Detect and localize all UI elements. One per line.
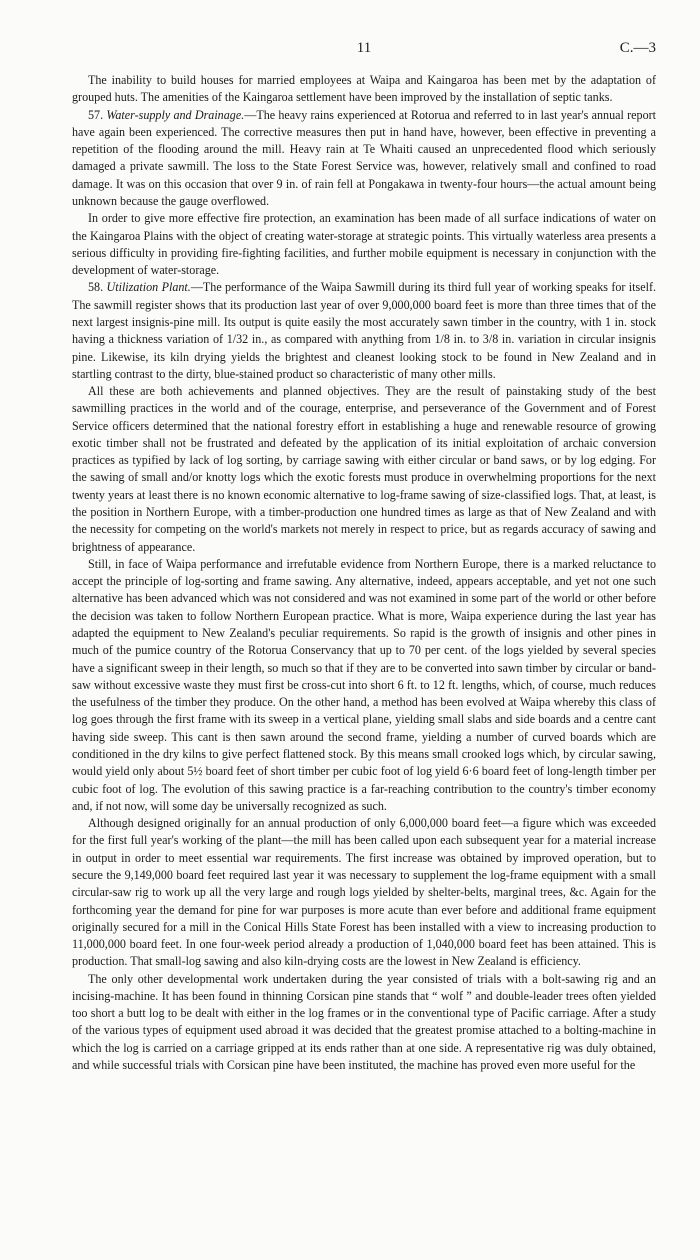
series-code: C.—3 bbox=[619, 40, 656, 56]
page-number: 11 bbox=[356, 40, 372, 56]
section-number: 57. bbox=[88, 107, 104, 122]
section-title: Water-supply and Drainage. bbox=[106, 107, 245, 122]
section-title: Utilization Plant. bbox=[106, 280, 191, 295]
paragraph-housing: The inability to build houses for married employees at Waipa and Kaingaroa has been met by the adaptation of grouped huts. The amenities of the Kaingaroa settlement have been improved by the installation of septic tanks. bbox=[72, 73, 656, 105]
body-text bbox=[72, 72, 656, 1074]
paragraph-water-supply: 57. Water-supply and Drainage.—The heavy rains experienced at Rotorua and referred to in last year's annual report have again been experienced. The corrective measures then put in hand have, however, been effective in preventing a repetition of the flooding around the mill. Heavy rain at Te Whaiti caused an unprecedented flood which seriously damaged a private sawmill. The loss to the State Forest Service was, however, relatively small and confined to road damage. It was on this occasion that over 9 in. of rain fell at Pongakawa in twenty-four hours—the actual amount being unknown because the gauge overflowed. bbox=[72, 107, 657, 208]
paragraph-developmental-work: The only other developmental work undertaken during the year consisted of trials with a bolt-sawing rig and an incising-machine. It has been found in thinning Corsican pine stands that “ wolf ” and double-leader trees often yielded too short a butt log to be dealt with either in the log frames or in the conventional type of Pacific carriage. After a study of the various types of equipment used abroad it was decided that the greatest promise attached to a bolting-machine in which the log is carried on a carriage gripped at its ends rather than at one side. A representative rig was duly obtained, and while successful trials with Corsican pine have been instituted, the machine has proved even more useful for the bbox=[72, 971, 656, 1073]
paragraph-production-increase: Although designed originally for an annual production of only 6,000,000 board feet—a figure which was exceeded for the first full year's working of the plant—the mill has been called upon each subsequent year for a material increase in output in order to meet essential war requirements. The first increase was obtained by improved operation, but to secure the 9,149,000 board feet required last year it was necessary to supplement the log-frame equipment with a small circular-saw rig to work up all the very large and rough logs yielded by shelter-belts, marginal trees, &c. Again for the forthcoming year the demand for pine for war purposes is more acute than ever before and additional frame equipment originally secured for a mill in the Conical Hills State Forest has been installed with a view to increasing production to 11,000,000 board feet. In one four-week period already a production of 1,040,000 board feet has been attained. This is production. That small-log sawing and also kiln-drying costs are the lowest in New Zealand is efficiency. bbox=[72, 816, 656, 969]
paragraph-achievements: All these are both achievements and planned objectives. They are the result of painstaking study of the best sawmilling practices in the world and of the courage, enterprise, and perseverance of the Government and of Forest Service officers determined that the national forestry effort in establishing a huge and renewable resource of growing exotic timber shall not be frustrated and defeated by the application of its initial exploitation of archaic conversion practices as typified by lack of log sorting, by carriage sawing with either circular or band saws, or by log edging. For the sawing of small and/or knotty logs which the exotic forests must produce in overwhelming proportions for the next twenty years at least there is no known economic alternative to log-frame sawing of size-classified logs. That, at least, is the position in Northern Europe, with a timber-production one hundred times as large as that of New Zealand and with the necessity for competing on the world's markets not merely in respect to price, but as regards accuracy of sawing and brightness of appearance. bbox=[72, 384, 656, 554]
page-header bbox=[72, 40, 656, 64]
paragraph-fire-protection: In order to give more effective fire protection, an examination has been made of all surface indications of water on the Kaingaroa Plains with the object of creating water-storage at strategic points. This virtually waterless area presents a serious difficulty in providing fire-fighting facilities, and further mobile equipment is necessary in conjunction with the development of water-storage. bbox=[72, 211, 656, 278]
section-number: 58. bbox=[88, 280, 104, 295]
paragraph-waipa-performance: Still, in face of Waipa performance and irrefutable evidence from Northern Europe, there is a marked reluctance to accept the principle of log-sorting and frame sawing. Any alternative, indeed, appears acceptable, and yet not one such alternative has been advanced which was not considered and was not examined in some part of the world or other before the decision was taken to follow Northern European practice. What is more, Waipa experience during the last year has adapted the equipment to New Zealand's peculiar requirements. So rapid is the growth of insignis and other pines in much of the pumice country of the Rotorua Conservancy that up to 70 per cent. of the logs yielded by several species have a significant sweep in their length, so much so that if they are to be converted into sawn timber by circular or band-saw without excessive waste they must first be cross-cut into short 6 ft. to 12 ft. lengths, which, of course, much reduces the usefulness of the timber they produce. On the other hand, a method has been evolved at Waipa whereby this class of log goes through the first frame with its sweep in a vertical plane, yielding small slabs and side boards and a centre cant having side sweep. This cant is then sawn around the second frame, yielding a number of curved boards which are conditioned in the dry kilns to give perfect flattened stock. By this means small crooked logs which, by circular sawing, would yield only about 5½ board feet of short timber per cubic foot of log yield 6·6 board feet of long-length timber per cubic foot of log. The evolution of this sawing practice is a far-reaching contribution to the country's timber economy and, if not now, will some day be universally recognized as such. bbox=[72, 556, 656, 813]
paragraph-utilization-plant: 58. Utilization Plant.—The performance of the Waipa Sawmill during its third full year of working speaks for itself. The sawmill register shows that its production last year of over 9,000,000 board feet is more than three times that of the next largest insignis-pine mill. Its output is quite easily the most accurately sawn timber in the country, with 1 in. stock having a thickness variation of 1/32 in., as compared with anything from 1/8 in. to 3/8 in. variation in circular insignis pine. Likewise, its kiln drying yields the brightest and cleanest looking stock to be found in New Zealand and in startling contrast to the dirty, blue-stained product so characteristic of many other mills. bbox=[72, 280, 656, 381]
